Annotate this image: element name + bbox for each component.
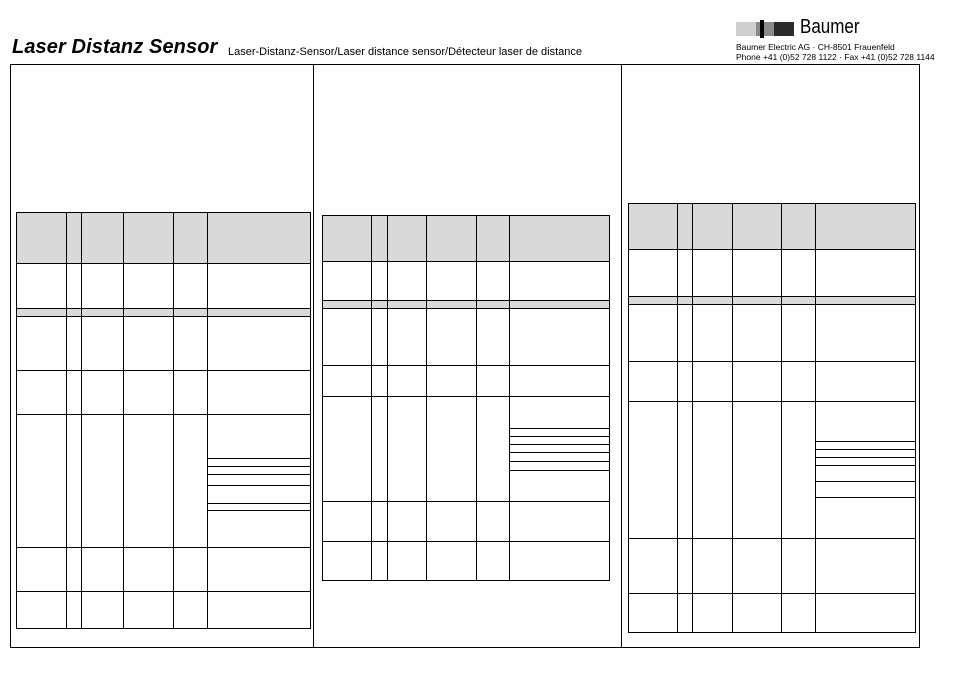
baumer-logo-icon [736,20,794,38]
brand-name: Baumer [800,16,860,38]
column-divider-2 [621,64,622,648]
column-divider-1 [313,64,314,648]
document-title: Laser Distanz Sensor [12,36,218,58]
document-subtitle: Laser-Distanz-Sensor/Laser distance sensor/Détecteur laser de distance [228,46,583,58]
company-address: Baumer Electric AG · CH-8501 Frauenfeld [736,42,895,52]
company-contact: Phone +41 (0)52 728 1122 · Fax +41 (0)52 728 1144 [736,52,935,62]
spec-table-2 [322,215,610,581]
spec-table-1 [16,212,311,629]
spec-table-3 [628,203,916,633]
